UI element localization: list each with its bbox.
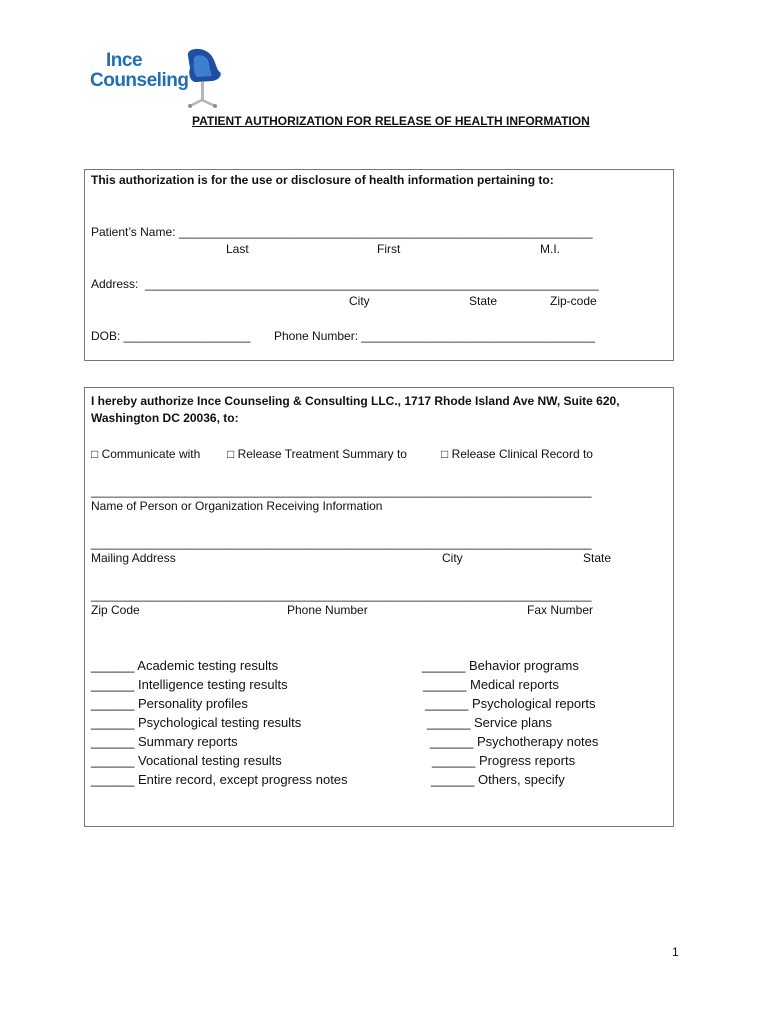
label-fax-number: Fax Number (527, 603, 594, 617)
label-phone-number: Phone Number (287, 603, 368, 617)
record-item[interactable]: ______ Others, specify (431, 772, 565, 787)
label-zip-code-2: Zip Code (91, 603, 140, 617)
label-state: State (469, 294, 498, 308)
page-number: 1 (672, 945, 679, 959)
label-city: City (349, 294, 370, 308)
label-mi: M.I. (540, 242, 560, 256)
record-item[interactable]: ______ Behavior programs (422, 658, 579, 673)
record-item[interactable]: ______ Summary reports (91, 734, 238, 749)
patient-name-field[interactable]: Patient’s Name: ______________________________________________________________ (91, 225, 593, 239)
record-item[interactable]: ______ Intelligence testing results (91, 677, 288, 692)
label-mailing-state: State (583, 551, 612, 565)
option-communicate-checkbox[interactable]: □ Communicate with (91, 447, 201, 461)
recipient-label: Name of Person or Organization Receiving Information (91, 499, 383, 513)
logo-line-1: Ince (106, 50, 143, 71)
record-item[interactable]: ______ Psychological testing results (91, 715, 302, 730)
option-release-record-checkbox[interactable]: □ Release Clinical Record to (441, 447, 593, 461)
record-item[interactable]: ______ Entire record, except progress notes (91, 772, 348, 787)
record-item[interactable]: ______ Academic testing results (91, 658, 279, 673)
authorization-heading-line-2: Washington DC 20036, to: (91, 411, 239, 425)
option-release-summary-checkbox[interactable]: □ Release Treatment Summary to (227, 447, 407, 461)
record-item[interactable]: ______ Medical reports (423, 677, 559, 692)
chair-icon (182, 48, 224, 110)
label-mailing-city: City (442, 551, 463, 565)
record-item[interactable]: ______ Psychological reports (425, 696, 596, 711)
label-last: Last (226, 242, 249, 256)
address-field[interactable]: Address: ____________________________________________________________________ (91, 277, 599, 291)
zip-phone-fax-field[interactable]: ___________________________________________________________________________ (91, 588, 592, 602)
record-item[interactable]: ______ Progress reports (432, 753, 576, 768)
page-title: PATIENT AUTHORIZATION FOR RELEASE OF HEALTH INFORMATION (192, 114, 590, 128)
record-item[interactable]: ______ Service plans (427, 715, 553, 730)
label-mailing-address: Mailing Address (91, 551, 176, 565)
label-zip-code: Zip-code (550, 294, 597, 308)
record-item[interactable]: ______ Personality profiles (91, 696, 248, 711)
mailing-address-field[interactable]: ___________________________________________________________________________ (91, 536, 592, 550)
recipient-field[interactable]: ___________________________________________________________________________ (91, 484, 592, 498)
label-first: First (377, 242, 401, 256)
logo-line-2: Counseling (90, 70, 189, 91)
record-item[interactable]: ______ Vocational testing results (91, 753, 282, 768)
phone-field[interactable]: Phone Number: ___________________________________ (274, 329, 595, 343)
section1-heading: This authorization is for the use or disclosure of health information pertaining to: (91, 173, 554, 187)
logo (88, 48, 228, 110)
record-item[interactable]: ______ Psychotherapy notes (430, 734, 599, 749)
authorization-heading-line-1: I hereby authorize Ince Counseling & Consulting LLC., 1717 Rhode Island Ave NW, Suite 620, (91, 394, 620, 408)
dob-field[interactable]: DOB: ___________________ (91, 329, 251, 343)
